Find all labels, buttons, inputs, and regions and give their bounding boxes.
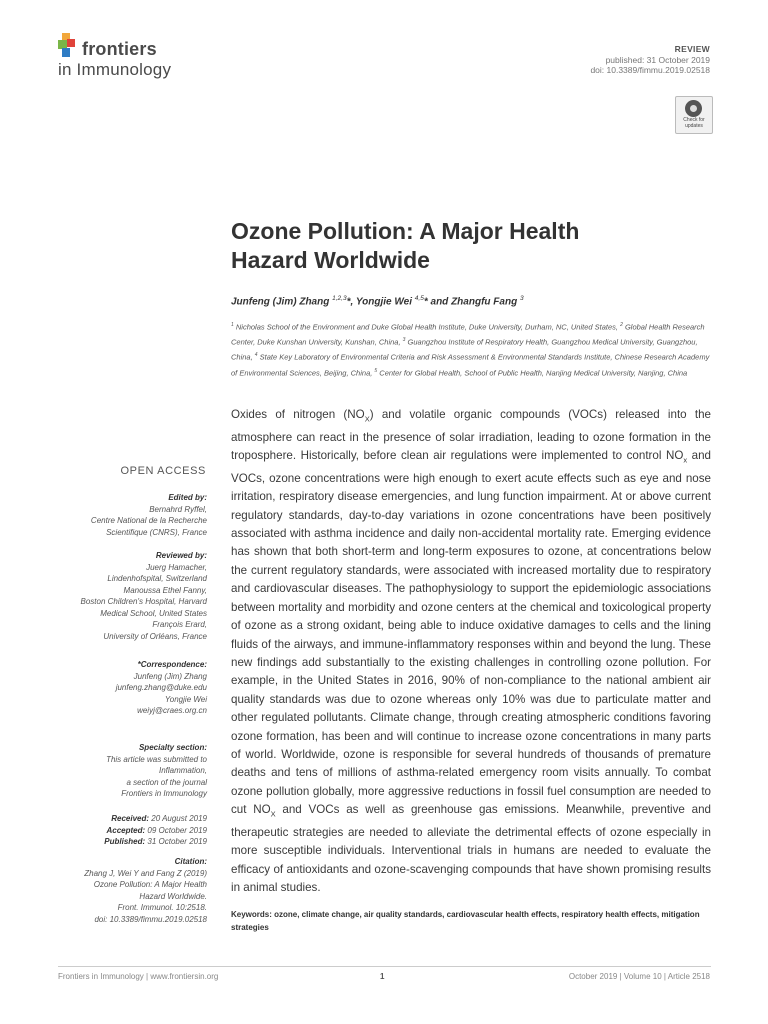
citation-doi[interactable]: doi: 10.3389/fimmu.2019.02518 [94, 914, 207, 924]
citation-line: Hazard Worldwide. [139, 891, 207, 901]
author-1-affil: 1,2,3 [332, 295, 347, 302]
check-updates-label-1: Check for [683, 117, 705, 123]
open-access-label: OPEN ACCESS [120, 465, 206, 477]
specialty-line: Frontiers in Immunology [121, 789, 207, 798]
citation-block [30, 856, 207, 925]
author-1[interactable]: Junfeng (Jim) Zhang [231, 296, 330, 308]
frontiers-logo-icon [58, 33, 82, 59]
reviewer-line: Manoussa Ethel Fanny, [123, 585, 207, 595]
affiliations [231, 319, 711, 380]
dates-block [30, 813, 207, 848]
affil-1: Nicholas School of the Environment and Duke Global Health Institute, Duke University, Durham, NC, United States, [235, 322, 618, 332]
affil-5: Center for Global Health, School of Public Health, Nanjing Medical University, Nanjing, China [379, 368, 688, 378]
author-and: and [430, 296, 449, 308]
specialty-line: a section of the journal [126, 777, 207, 787]
author-2-affil: 4,5 [414, 295, 424, 302]
specialty-line: This article was submitted to [106, 754, 207, 764]
keywords: Keywords: ozone, climate change, air quality standards, cardiovascular health effects, respiratory health effects, mitigation strategies [231, 910, 700, 932]
specialty-line: Inflammation, [158, 766, 207, 775]
author-2[interactable]: Yongjie Wei [355, 296, 412, 308]
specialty-section-block [30, 742, 207, 800]
reviewer-line: University of Orléans, France [103, 631, 207, 641]
published-date: published: 31 October 2019 [605, 54, 710, 65]
article-title [231, 217, 711, 275]
affil-2: Global Health Research Center, Duke Kunshan University, Kunshan, China, [231, 322, 705, 347]
received-date: Received: 20 August 2019 [111, 814, 207, 823]
author-3[interactable]: Zhangfu Fang [451, 296, 518, 308]
affil-1-num: 1 [231, 322, 234, 328]
reviewer-line: Juerg Hamacher, [146, 562, 207, 572]
check-updates-label-2: updates [685, 122, 703, 129]
correspondence-line: Yongjie Wei [164, 694, 207, 704]
edited-by-heading: Edited by: [168, 493, 207, 502]
article-type: REVIEW [674, 44, 710, 54]
citation-line: Ozone Pollution: A Major Health [93, 880, 207, 889]
citation-line: Front. Immunol. 10:2518. [117, 903, 207, 912]
reviewer-line: Medical School, United States [100, 608, 207, 618]
check-updates-icon [685, 100, 702, 117]
article-meta [590, 44, 710, 76]
journal-logo[interactable] [58, 33, 228, 81]
affil-2-num: 2 [620, 322, 623, 328]
affil-4: State Key Laboratory of Environmental Criteria and Risk Assessment & Environmental Standards Institute, Chinese Research Academy of Environmental Sciences, Beijing, China, [231, 352, 710, 378]
reviewed-by-block [30, 550, 207, 642]
correspondence-line: Junfeng (Jim) Zhang [133, 671, 207, 681]
accepted-date: Accepted: 09 October 2019 [106, 825, 207, 835]
editor-line: Scientifique (CNRS), France [106, 527, 207, 537]
correspondence-email[interactable]: junfeng.zhang@duke.edu [115, 683, 207, 692]
author-1-mark: *, [346, 296, 354, 308]
affil-4-num: 4 [254, 352, 258, 359]
author-3-affil: 3 [519, 295, 524, 302]
check-for-updates-button[interactable] [675, 96, 713, 134]
edited-by-block [30, 492, 207, 538]
journal-name-line2: in Immunology [58, 60, 172, 79]
correspondence-heading: *Correspondence: [137, 660, 207, 669]
published-date-side: Published: 31 October 2019 [104, 837, 207, 846]
footer-journal-link[interactable]: Frontiers in Immunology | www.frontiersin.org [58, 972, 219, 981]
title-line-1: Ozone Pollution: A Major Health [231, 218, 580, 244]
editor-line: Centre National de la Recherche [90, 516, 207, 525]
footer-volume-info: October 2019 | Volume 10 | Article 2518 [568, 972, 710, 981]
reviewer-line: Boston Children's Hospital, Harvard [80, 597, 207, 606]
author-list [231, 295, 524, 307]
reviewed-by-heading: Reviewed by: [155, 551, 207, 560]
correspondence-block [30, 659, 207, 717]
page-number: 1 [380, 972, 385, 981]
citation-heading: Citation: [174, 857, 207, 866]
affil-3-num: 3 [402, 337, 406, 344]
reviewer-line: François Erard, [152, 620, 207, 629]
reviewer-line: Lindenhofspital, Switzerland [107, 574, 207, 583]
abstract-text: Oxides of nitrogen $(NO_X)$ and volatile organic compounds (VOCs) released into the atmosphere can react in the presence of solar irradiation, leading to ozone formation in the troposphere. Historically, before clean air regulations were implemented to control $NO_x$ and VOCs, ozone concentrations were high enough to exert acute effects such as eye and nose irritation, respiratory disease emergencies, and lung function impairment. At or above current regulatory standards, day-to-day variations in ozone concentrations have been positively associated with asthma incidence and daily non-accidental mortality rate. Emerging evidence has shown that both short-term and long-term exposures to ozone, at concentrations below the current regulatory standards, were associated with increased mortality due to respiratory and cardiovascular diseases. The pathophysiology to support the epidemiologic associations between mortality and morbidity and ozone centers at the chemical and toxicological property of ozone as a strong oxidant, being able to induce oxidative damages to cells and the lining fluids of the airways, and immune-inflammatory responses within and beyond the lung. These new findings add substantially to the existing challenges in controlling ozone pollution. For example, in the United States in 2016, 90% of non-compliance to the national ambient air quality standards was due to ozone whereas only 10% was due to particulate matter and other regulated pollutants. Climate change, through creating atmospheric conditions favoring ozone formation, has been and will continue to increase ozone concentrations in many parts of world. Worldwide, ozone is responsible for several hundreds of thousands of premature deaths and tens of millions of asthma-related emergency room visits annually. To combat ozone pollution globally, more aggressive reductions in fossil fuel consumption are needed to cut $NO_X$ and VOCs as well as greenhouse gas emissions. Meanwhile, preventive and therapeutic strategies are needed to alleviate the detrimental effects of ozone especially in more susceptible individuals. Interventional trials in humans are needed to evaluate the efficacy of antioxidants and ozone-scavenging compounds that have shown promising results in animal studies. [231, 408, 711, 895]
correspondence-email[interactable]: weiyj@craes.org.cn [137, 706, 207, 715]
footer-divider [58, 966, 711, 967]
journal-name-line1: frontiers [82, 39, 157, 59]
specialty-heading: Specialty section: [138, 743, 207, 752]
title-line-2: Hazard Worldwide [231, 247, 430, 273]
editor-line: Bernahrd Ryffel, [149, 504, 207, 514]
affil-3: Guangzhou Institute of Respiratory Health, Guangzhou Medical University, Guangzhou, China, [231, 337, 698, 362]
affil-5-num: 5 [374, 367, 378, 374]
citation-line: Zhang J, Wei Y and Fang Z (2019) [84, 868, 207, 878]
author-2-mark: * [423, 296, 428, 308]
article-doi[interactable]: doi: 10.3389/fimmu.2019.02518 [590, 65, 710, 75]
